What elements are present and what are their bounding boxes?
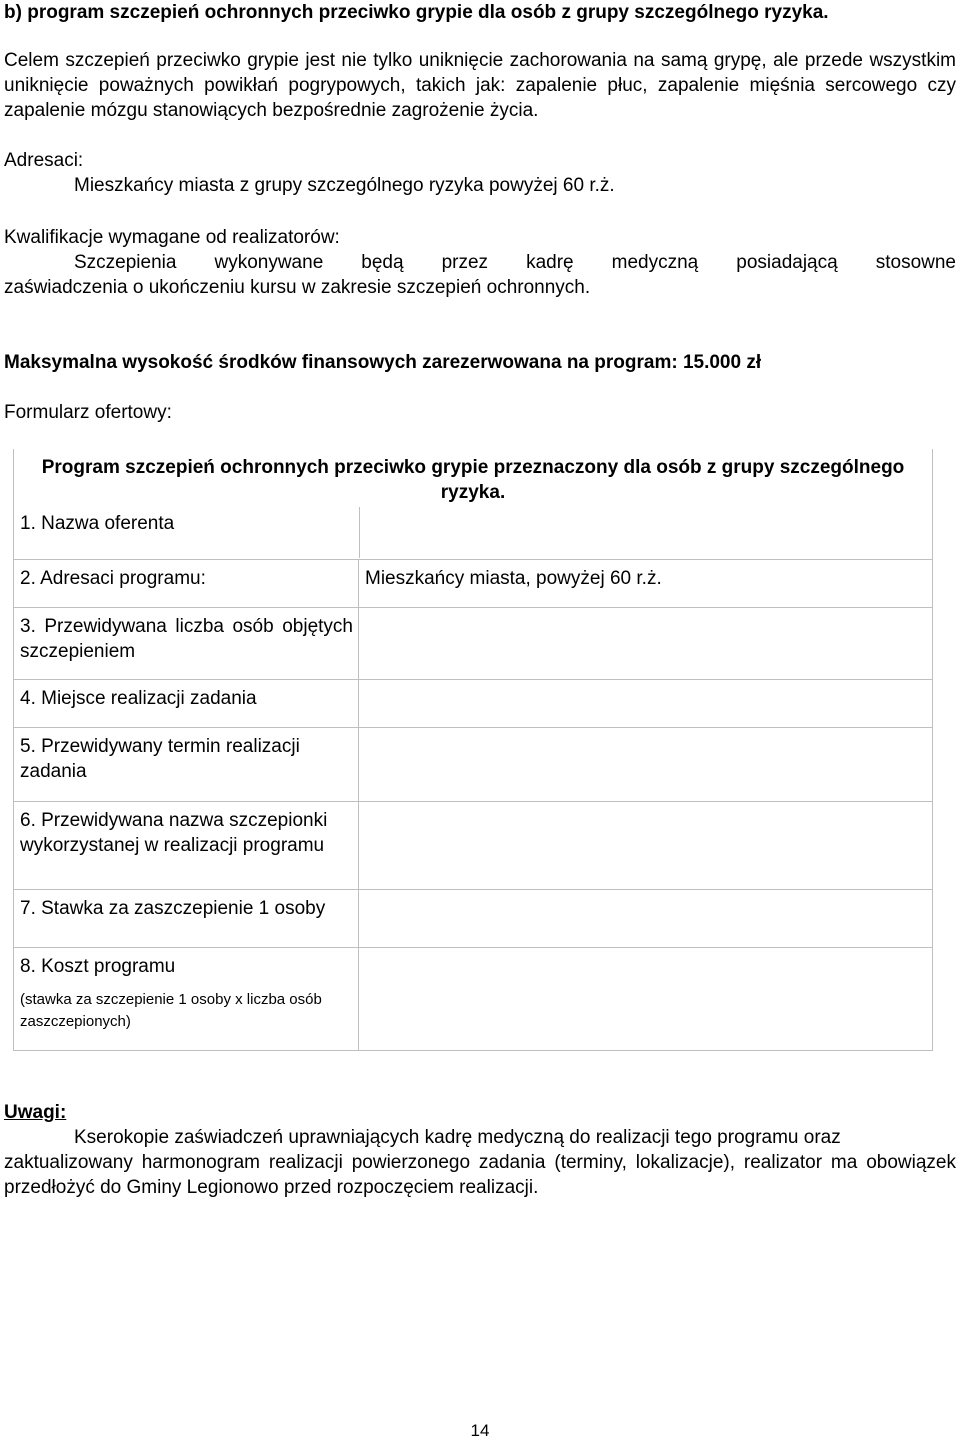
row-5-value[interactable]: [359, 727, 933, 801]
page-number: 14: [470, 1421, 490, 1440]
row-3-value[interactable]: [359, 607, 933, 679]
offer-form-table: [13, 449, 933, 1051]
row-8-label-text: 8. Koszt programu: [20, 955, 176, 977]
table-row: [14, 559, 933, 607]
row-8-note: (stawka za szczepienie 1 osoby x liczba osób zaszczepionych): [20, 990, 322, 1030]
intro-paragraph: Celem szczepień przeciwko grypie jest nie tylko uniknięcie zachorowania na samą grypę, ale przede wszystkim uniknięcie poważnych powikłań pogrypowych, takich jak: zapalenie płuc, zapalenie mięśnia sercowego czy zapalenie mózgu stanowiących bezpośrednie zagrożenie życia.: [4, 50, 956, 121]
table-row: [14, 889, 933, 947]
table-header-row: [14, 449, 933, 559]
table-header-cell: [14, 449, 933, 559]
row-5-label: 5. Przewidywany termin realizacji zadania: [14, 727, 359, 801]
table-row: [14, 727, 933, 801]
notes-text-line-1: Kserokopie zaświadczeń uprawniających kadrę medyczną do realizacji tego programu oraz: [74, 1127, 841, 1148]
row-4-value[interactable]: [359, 679, 933, 727]
table-row: [14, 801, 933, 889]
qualifications-text-line-2: zaświadczenia o ukończeniu kursu w zakresie szczepień ochronnych.: [4, 277, 591, 298]
row-7-label: 7. Stawka za zaszczepienie 1 osoby: [14, 889, 359, 947]
row-4-label: 4. Miejsce realizacji zadania: [14, 679, 359, 727]
row-2-value[interactable]: Mieszkańcy miasta, powyżej 60 r.ż.: [359, 559, 933, 607]
row-7-value[interactable]: [359, 889, 933, 947]
row-2-label: 2. Adresaci programu:: [14, 559, 359, 607]
notes-text-rest: zaktualizowany harmonogram realizacji powierzonego zadania (terminy, lokalizacje), realizator ma obowiązek przedłożyć do Gminy Legionowo przed rozpoczęciem realizacji.: [4, 1152, 956, 1198]
notes-heading: Uwagi:: [4, 1102, 67, 1123]
budget-statement: Maksymalna wysokość środków finansowych zarezerwowana na program: 15.000 zł: [4, 352, 762, 373]
table-row: [14, 607, 933, 679]
row-8-label: [14, 947, 359, 1050]
row-1-value[interactable]: [359, 507, 932, 558]
row-6-label: 6. Przewidywana nazwa szczepionki wykorzystanej w realizacji programu: [14, 801, 359, 889]
qualifications-text-line-1: Szczepienia wykonywane będą przez kadrę medyczną posiadającą stosowne: [74, 252, 956, 273]
row-3-label: 3. Przewidywana liczba osób objętych szczepieniem: [14, 607, 359, 679]
addressees-heading: Adresaci:: [4, 150, 84, 171]
qualifications-heading: Kwalifikacje wymagane od realizatorów:: [4, 227, 340, 248]
table-row: [14, 947, 933, 1050]
row-1-label: 1. Nazwa oferenta: [20, 513, 175, 534]
table-title: Program szczepień ochronnych przeciwko grypie przeznaczony dla osób z grupy szczególnego ryzyka.: [41, 457, 905, 503]
addressees-value: Mieszkańcy miasta z grupy szczególnego ryzyka powyżej 60 r.ż.: [74, 175, 615, 196]
row-8-value[interactable]: [359, 947, 933, 1050]
form-label: Formularz ofertowy:: [4, 402, 172, 423]
row-6-value[interactable]: [359, 801, 933, 889]
program-title: b) program szczepień ochronnych przeciwko grypie dla osób z grupy szczególnego ryzyka.: [4, 2, 829, 23]
table-row: [14, 679, 933, 727]
